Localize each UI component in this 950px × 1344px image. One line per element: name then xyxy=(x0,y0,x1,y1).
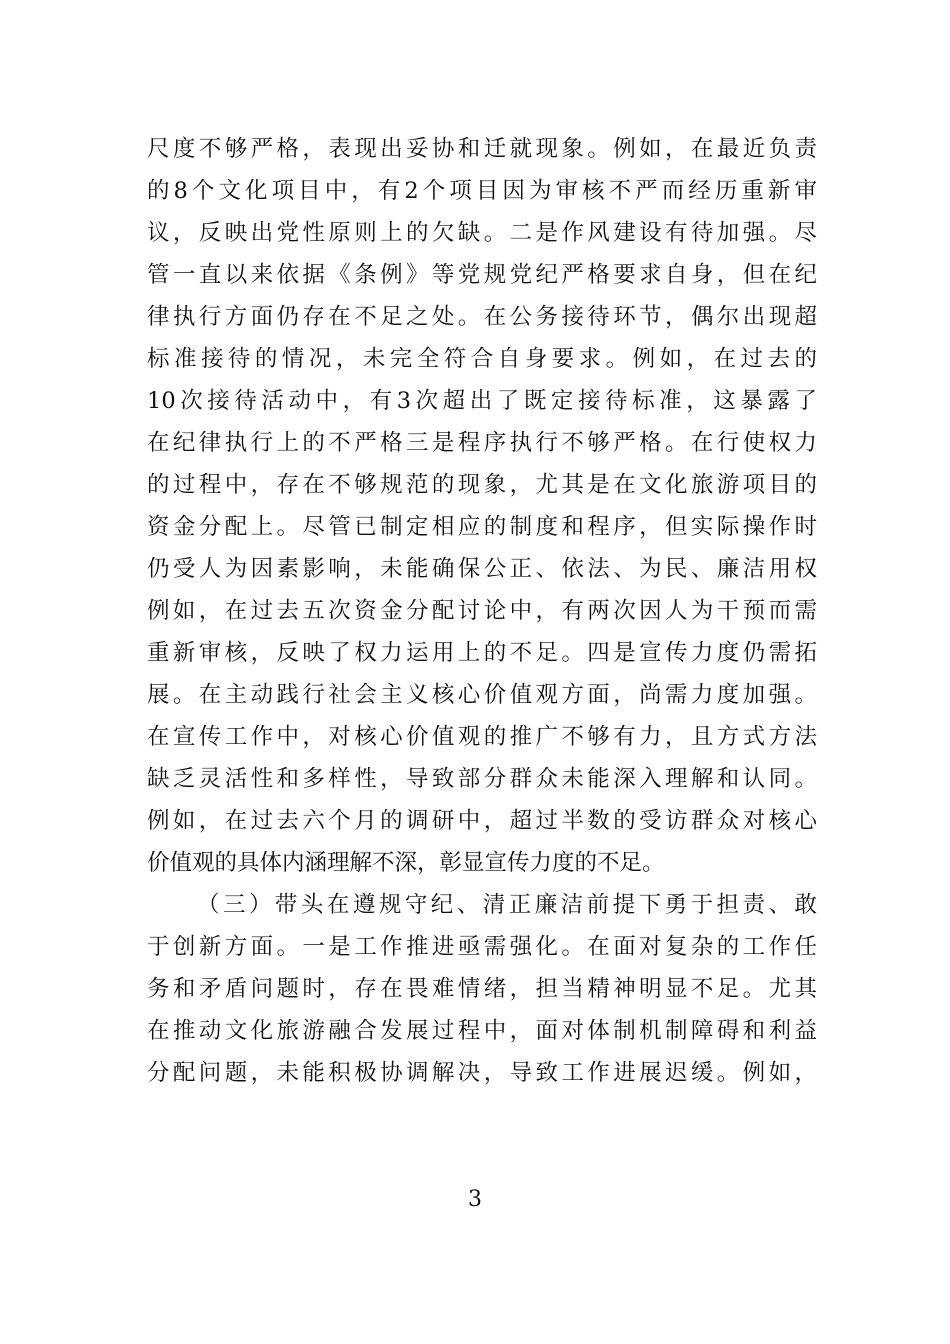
text-line: 价值观的具体内涵理解不深，彰显宣传力度的不足。 xyxy=(147,850,665,876)
text-line: 务和矛盾问题时，存在畏难情绪，担当精神明显不足。尤其 xyxy=(147,976,817,1002)
text-line: 在纪律执行上的不严格三是程序执行不够严格。在行使权力 xyxy=(147,430,817,456)
text-line: 展。在主动践行社会主义核心价值观方面，尚需力度加强。 xyxy=(147,682,817,708)
text-line: 分配问题，未能积极协调解决，导致工作进展迟缓。例如， xyxy=(147,1060,817,1086)
text-line: 重新审核，反映了权力运用上的不足。四是宣传力度仍需拓 xyxy=(147,640,817,666)
text-line: 标准接待的情况，未完全符合自身要求。例如，在过去的 xyxy=(147,346,817,372)
text-line: 资金分配上。尽管已制定相应的制度和程序，但实际操作时 xyxy=(147,514,817,540)
text-line: 议，反映出党性原则上的欠缺。二是作风建设有待加强。尽 xyxy=(147,220,817,246)
section-heading-line: （三）带头在遵规守纪、清正廉洁前提下勇于担责、敢 xyxy=(197,892,817,918)
text-line: 律执行方面仍存在不足之处。在公务接待环节，偶尔出现超 xyxy=(147,304,817,330)
text-line: 仍受人为因素影响，未能确保公正、依法、为民、廉洁用权 xyxy=(147,556,817,582)
text-line: 例如，在过去五次资金分配讨论中，有两次因人为干预而需 xyxy=(147,598,817,624)
text-line: 例如，在过去六个月的调研中，超过半数的受访群众对核心 xyxy=(147,808,817,834)
text-line: 尺度不够严格，表现出妥协和迁就现象。例如，在最近负责 xyxy=(147,136,817,162)
text-line: 10次接待活动中，有3次超出了既定接待标准，这暴露了 xyxy=(147,388,817,414)
page-number: 3 xyxy=(468,1187,482,1212)
text-line: 的8个文化项目中，有2个项目因为审核不严而经历重新审 xyxy=(147,178,817,204)
text-line: 于创新方面。一是工作推进亟需强化。在面对复杂的工作任 xyxy=(147,934,817,960)
text-line: 在宣传工作中，对核心价值观的推广不够有力，且方式方法 xyxy=(147,724,817,750)
text-line: 的过程中，存在不够规范的现象，尤其是在文化旅游项目的 xyxy=(147,472,817,498)
body-text xyxy=(147,128,817,1094)
text-line: 管一直以来依据《条例》等党规党纪严格要求自身，但在纪 xyxy=(147,262,817,288)
text-line: 缺乏灵活性和多样性，导致部分群众未能深入理解和认同。 xyxy=(147,766,817,792)
text-line: 在推动文化旅游融合发展过程中，面对体制机制障碍和利益 xyxy=(147,1018,817,1044)
